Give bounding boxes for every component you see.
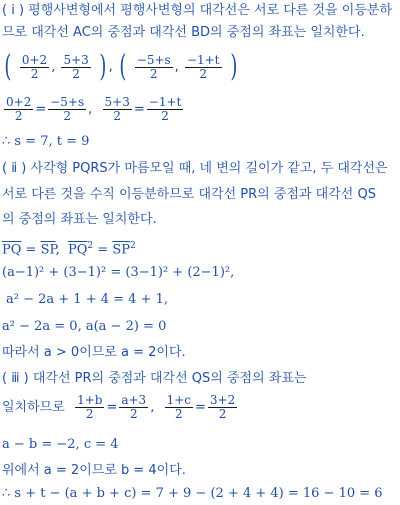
fraction-denominator: 2 — [30, 66, 39, 81]
part2-conclusion: 따라서 a > 0이므로 a = 2이다. — [2, 345, 186, 360]
fraction-denominator: 2 — [161, 109, 169, 123]
fraction-numerator: −5+s — [50, 95, 85, 109]
part3-conclusion: 위에서 a = 2이므로 b = 4이다. — [2, 463, 186, 478]
fraction-denominator: 2 — [129, 407, 138, 421]
part1-midpoint-coords: ( $\frac{0+2}{2}$ , $\frac{5+3}{2}$ ) , ( $\frac{-5+s}{2}$ , $\frac{-1+t}{2}$ ) — [4, 49, 238, 84]
part1-intro-line2: 므로 대각선 AC의 중점과 대각선 BD의 중점의 좌표는 일치한다. — [2, 25, 365, 40]
part2-intro-line3: 의 중점의 좌표는 일치한다. — [2, 212, 157, 227]
segment-sp: $\overline{SP}$ — [112, 242, 130, 258]
fraction-denominator: 2 — [85, 407, 94, 421]
fraction — [75, 394, 104, 421]
fraction — [185, 54, 222, 81]
left-paren: ( — [119, 49, 127, 84]
fraction-numerator: 5+3 — [104, 95, 130, 109]
superscript-2: 2 — [129, 241, 136, 251]
fraction-numerator: 0+2 — [6, 95, 32, 109]
fraction-numerator: −1+t — [186, 52, 220, 67]
fraction-numerator: −1+t — [148, 95, 182, 109]
part2-step2: a² − 2a = 0, a(a − 2) = 0 — [2, 319, 167, 334]
fraction — [103, 96, 132, 123]
fraction-numerator: 3+2 — [209, 393, 236, 407]
left-paren: ( — [4, 49, 12, 84]
fraction — [4, 96, 33, 123]
part2-segment-equality: $\overline{PQ} = \overline{SP}$, $\overline{PQ}^2 = \overline{SP}^2$ — [2, 241, 136, 258]
fraction-denominator: 2 — [72, 66, 80, 81]
fraction-numerator: −5+s — [136, 52, 171, 67]
fraction-numerator: a+3 — [121, 393, 147, 407]
fraction-denominator: 2 — [113, 109, 122, 123]
part1-intro-line1: ( ⅰ ) 평행사변형에서 평행사변형의 대각선은 서로 다른 것을 이등분하 — [2, 3, 393, 18]
fraction-denominator: 2 — [218, 407, 227, 421]
part2-step1: a² − 2a + 1 + 4 = 4 + 1, — [6, 292, 168, 307]
segment-pq: $\overline{PQ}$ — [2, 242, 22, 258]
fraction-numerator: 5+3 — [63, 52, 89, 67]
fraction — [48, 96, 86, 123]
fraction — [165, 394, 193, 421]
fraction-numerator: 1+c — [166, 393, 192, 407]
fraction — [61, 54, 90, 81]
part3-final-answer: ∴ s + t − (a + b + c) = 7 + 9 − (2 + 4 + 4) = 16 − 10 = 6 — [2, 486, 383, 501]
part3-lead: 일치하므로 — [2, 400, 65, 415]
part3-equations: 일치하므로 $\frac{1+b}{2}$ = $\frac{a+3}{2}$ , $\frac{1+c}{2}$ = $\frac{3+2}{2}$ — [2, 393, 236, 421]
fraction-numerator: 1+b — [77, 393, 103, 407]
part1-equations: $\frac{0+2}{2}$ = $\frac{-5+s}{2}$ , $\frac{5+3}{2}$ = $\frac{-1+t}{2}$ — [6, 95, 182, 123]
fraction-denominator: 2 — [199, 66, 208, 81]
fraction-denominator: 2 — [149, 66, 158, 81]
right-paren: ) — [99, 49, 107, 84]
fraction-denominator: 2 — [14, 109, 23, 123]
fraction — [208, 394, 237, 421]
part1-result: ∴ s = 7, t = 9 — [2, 134, 90, 149]
fraction — [147, 96, 184, 123]
fraction-denominator: 2 — [63, 109, 71, 123]
part3-step: a − b = −2, c = 4 — [2, 437, 119, 452]
segment-pq: $\overline{PQ}$ — [68, 242, 88, 258]
part2-distance-equation: (a−1)² + (3−1)² = (3−1)² + (2−1)², — [2, 265, 235, 280]
fraction-numerator: 0+2 — [21, 52, 48, 67]
part3-intro: ( ⅲ ) 대각선 PR의 중점과 대각선 QS의 중점의 좌표는 — [2, 371, 307, 386]
part2-intro-line1: ( ⅱ ) 사각형 PQRS가 마름모일 때, 네 변의 길이가 같고, 두 대각선은 — [2, 161, 388, 176]
fraction — [119, 394, 148, 421]
segment-sp: $\overline{SP}$ — [40, 242, 56, 258]
superscript-2: 2 — [87, 241, 94, 251]
fraction — [135, 54, 173, 81]
part2-intro-line2: 서로 다른 것을 수직 이등분하므로 대각선 PR의 중점과 대각선 QS — [2, 187, 376, 202]
fraction — [20, 54, 49, 81]
fraction-denominator: 2 — [174, 407, 183, 421]
right-paren: ) — [230, 49, 238, 84]
